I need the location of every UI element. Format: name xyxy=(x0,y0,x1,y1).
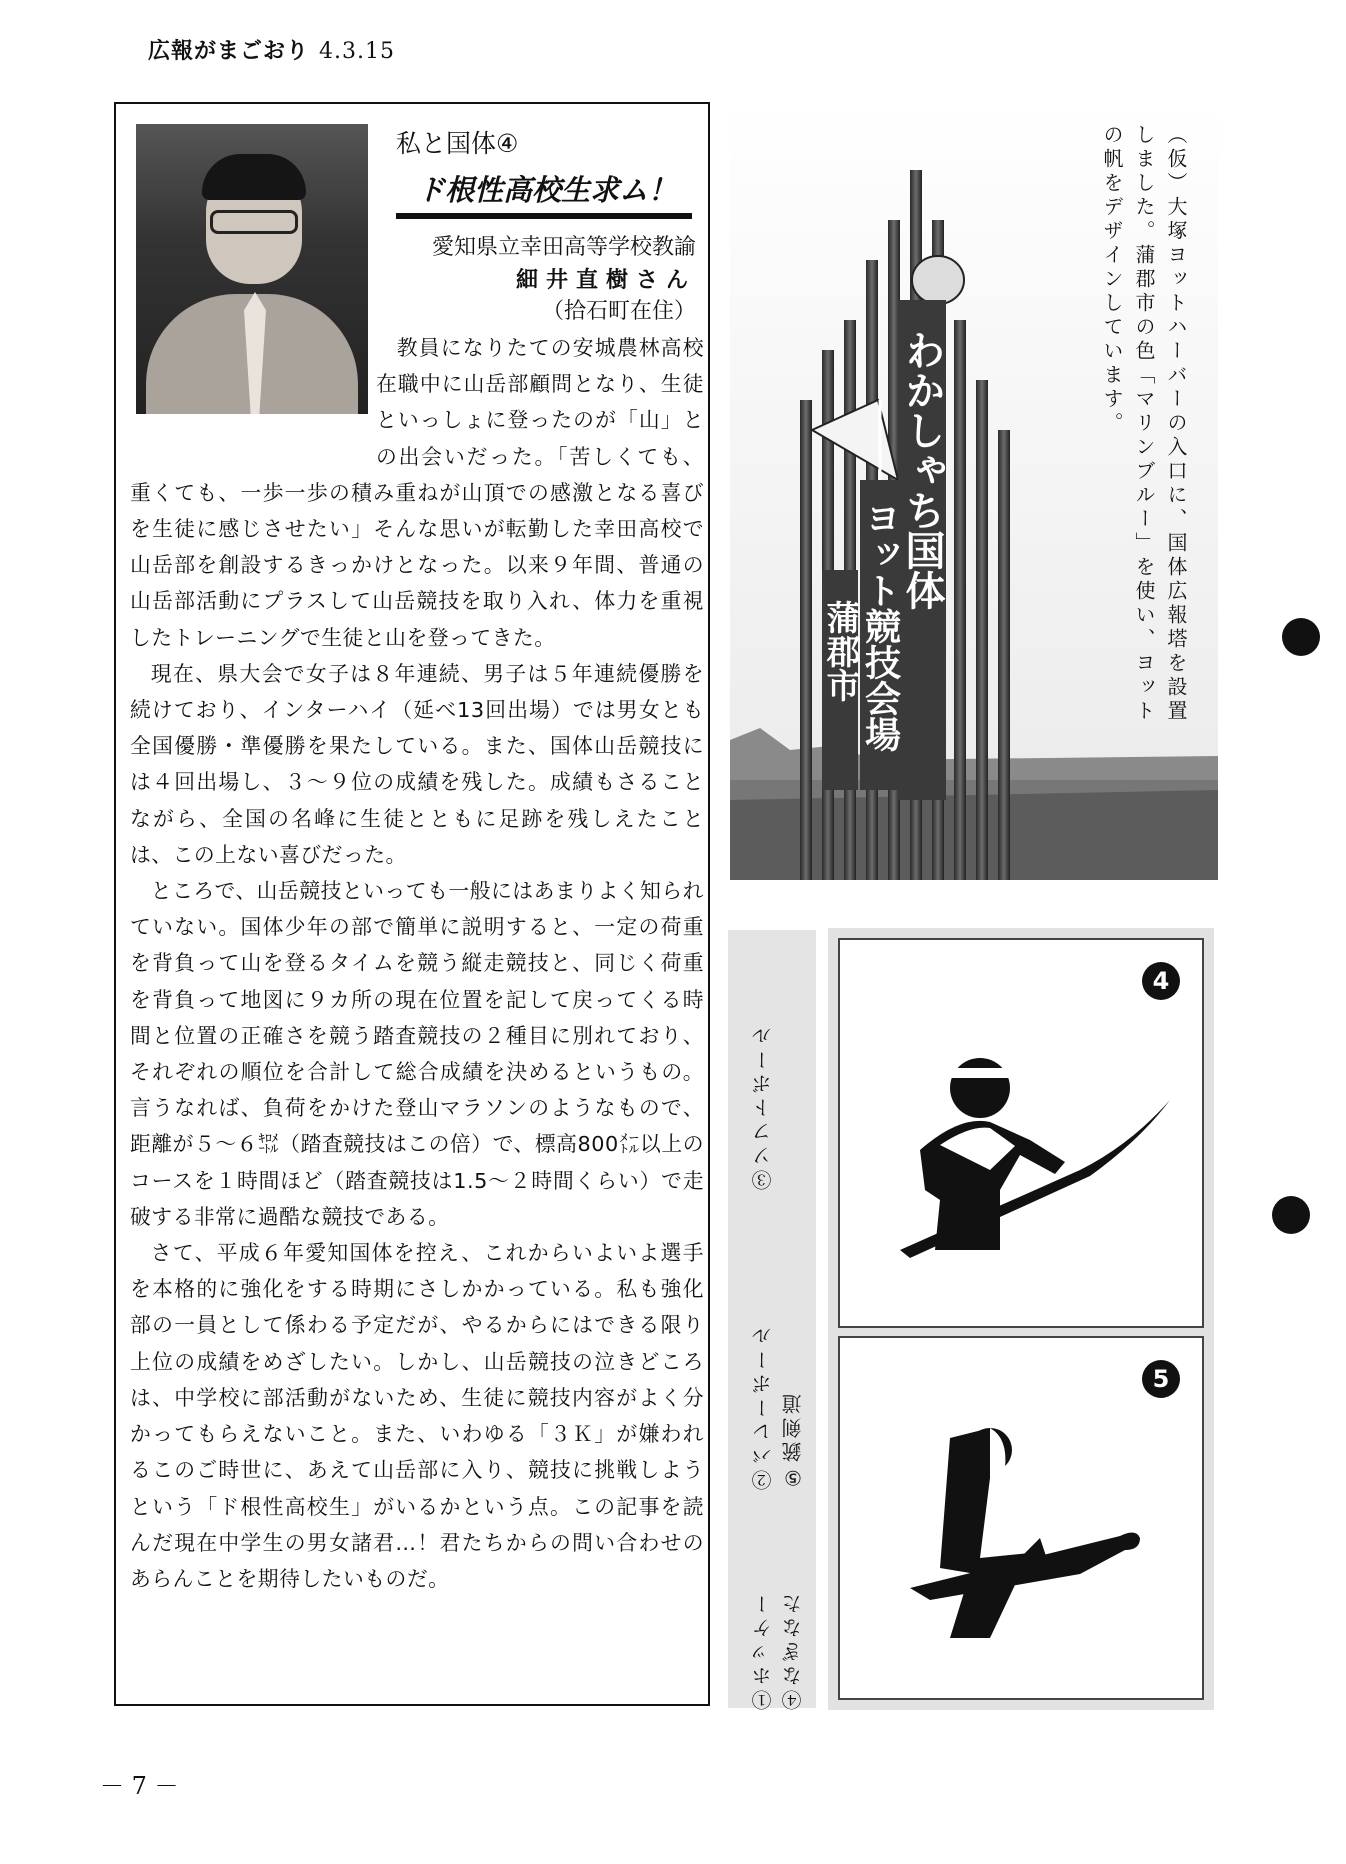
pictogram-frame xyxy=(828,928,1214,1710)
pictogram-legend xyxy=(728,930,816,1708)
sign-city-text: 蒲郡市 xyxy=(820,600,860,702)
pictogram-cell xyxy=(838,938,1204,1328)
article-paragraph: ところで、山岳競技といっても一般にはあまりよく知られていない。国体少年の部で簡単に説明すると、一定の荷重を背負って山を登るタイムを競う縦走競技と、同じく荷重を背負って地図に９カ所の現在位置を記して戻ってくる時間と位置の正確さを競う踏査競技の２種目に別れており、それぞれの順位を合計して総合成績を決めるというもの。言うなれば、負荷をかけた登山マラソンのようなもので、距離が５～６㌖（踏査競技はこの倍）で、標高800㍍以上のコースを１時間ほど（踏査競技は1.5～２時間くらい）で走破する非常に過酷な競技である。 xyxy=(130,879,704,1229)
legend-item: ②バレーボール ⑤銃剣道 xyxy=(751,1322,805,1490)
pictogram-cell xyxy=(838,1336,1204,1700)
publication-name: 広報がまごおり xyxy=(148,39,310,64)
article-paragraph: 教員になりたての安城農林高校在職中に山岳部顧問となり、生徒といっしょに登ったのが「山」との出会いだった。「苦しくても、重くても、一歩一歩の積み重ねが山頂での感激となる喜びを生徒に感じさせたい」そんな思いが転勤した幸田高校で山岳部を創設するきっかけとなった。以来９年間、普通の山岳部活動にプラスして山岳競技を取り入れ、体力を重視したトレーニングで生徒と山を登ってきた。 xyxy=(130,336,704,650)
article-paragraph: 現在、県大会で女子は８年連続、男子は５年連続優勝を続けており、インターハイ（延べ13回出場）では男女とも全国優勝・準優勝を果たしている。また、国体山岳競技には４回出場し、３～９位の成績を残した。成績もさることながら、全国の名峰に生徒とともに足跡を残しえたことは、この上ない喜びだった。 xyxy=(130,661,704,867)
binder-hole xyxy=(1282,618,1320,656)
pictogram-number: 5 xyxy=(1142,1360,1180,1398)
article-paragraph: さて、平成６年愛知国体を控え、これからいよいよ選手を本格的に強化をする時期にさしかかっている。私も強化部の一員として係わる予定だが、やるからにはできる限り上位の成績をめざしたい。しかし、山岳競技の泣きどころは、中学校に部活動がないため、生徒に競技内容がよく分かってもらえないこと。また、いわゆる「３Ｋ」が嫌われるこのご時世に、あえて山岳部に入り、競技に挑戦しようという「ド根性高校生」がいるかという点。この記事を読んだ現在中学生の男女諸君…！君たちからの問い合わせのあらんことを期待したいものだ。 xyxy=(130,1241,704,1591)
issue-date: 4.3.15 xyxy=(319,39,395,64)
author-name: 細井直樹さん xyxy=(515,267,696,293)
page-header xyxy=(148,34,395,65)
page-number: － 7 － xyxy=(100,1772,179,1800)
photo-caption: （仮）大塚ヨットハーバーの入口に、国体広報塔を設置しました。蒲郡市の色「マリンブルー」を使い、ヨットの帆をデザインしています。 xyxy=(1100,124,1188,724)
binder-hole xyxy=(1272,1196,1310,1234)
author-affiliation: 愛知県立幸田高等学校教諭 xyxy=(431,235,696,260)
naginata-athlete-icon xyxy=(840,940,1202,1326)
article-body xyxy=(130,330,704,1597)
legend-item: ③ソフトボール xyxy=(751,1022,775,1190)
pictogram-number: 4 xyxy=(1142,962,1180,1000)
sign-sub-text: ヨット競技会場 xyxy=(859,500,901,752)
sign-main-text: わかしゃち国体 xyxy=(899,330,945,610)
author-block xyxy=(396,232,696,328)
article-title: ド根性高校生求ム！ xyxy=(396,168,692,219)
author-residence: （拾石町在住） xyxy=(541,299,696,324)
article-box xyxy=(114,102,710,1706)
series-title: 私と国体④ xyxy=(396,129,519,158)
legend-item: ①ホッケー ④なぎなた xyxy=(751,1590,805,1710)
